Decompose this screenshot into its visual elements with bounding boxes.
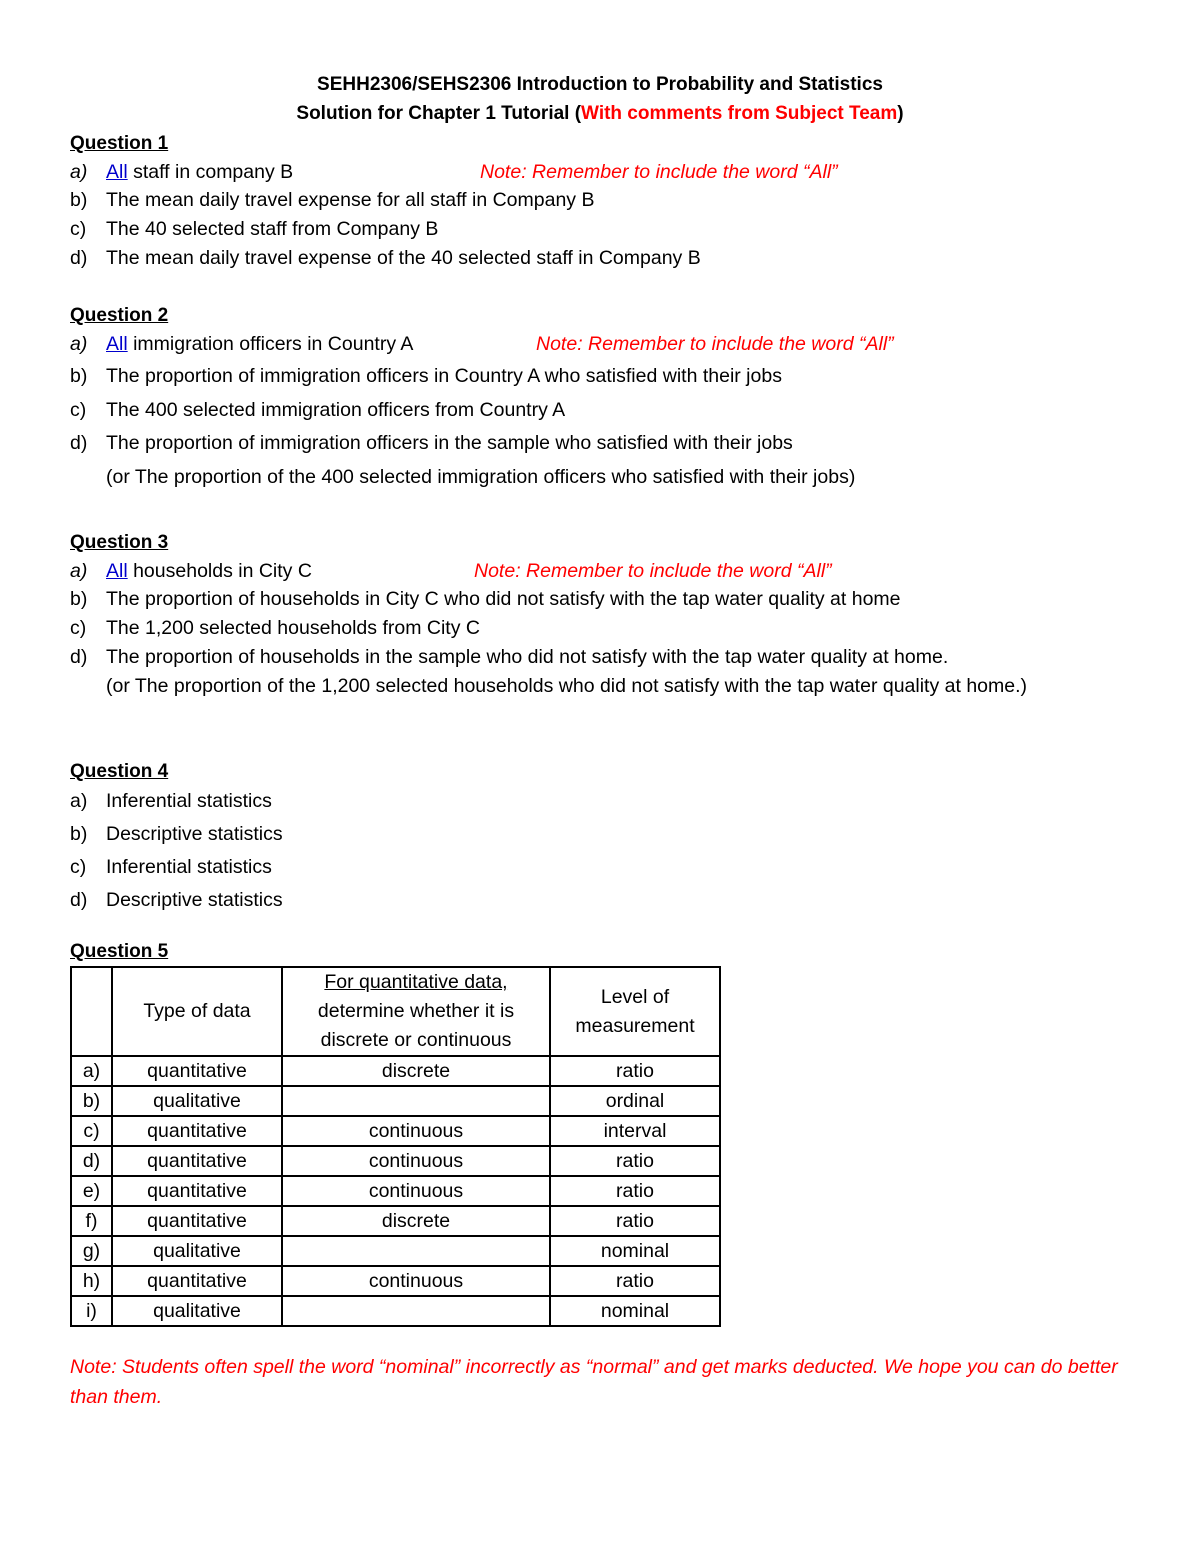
table-row <box>71 1176 720 1206</box>
q1-b-label: b) <box>70 189 88 211</box>
q1-c-text: The 40 selected staff from Company B <box>106 218 439 240</box>
q5-table <box>70 966 721 1327</box>
q5-header-row <box>71 967 720 1056</box>
q4-answer-d <box>70 889 283 912</box>
q5-row-level: ratio <box>550 1146 720 1176</box>
q4-a-label: a) <box>70 790 88 812</box>
q2-a-text: immigration officers in Country A <box>127 333 414 355</box>
q1-a-text: staff in company B <box>127 161 294 183</box>
q5-row-kind: continuous <box>282 1266 550 1296</box>
question-2-heading: Question 2 <box>70 305 169 326</box>
document-title: SEHH2306/SEHS2306 Introduction to Probability and Statistics <box>317 74 883 95</box>
q5-header-quant-underlined: For quantitative data, <box>324 971 508 993</box>
final-note: Note: Students often spell the word “nominal” incorrectly as “normal” and get marks deducted. We hope you can do better than them. <box>70 1356 1118 1408</box>
question-4-heading: Question 4 <box>70 761 169 782</box>
table-row <box>71 1266 720 1296</box>
q1-a-keyword: All <box>106 161 128 183</box>
q2-answer-d <box>70 432 793 455</box>
q3-c-label: c) <box>70 617 87 639</box>
q1-d-label: d) <box>70 247 88 269</box>
q1-a-label: a) <box>70 161 88 183</box>
q5-table-body <box>71 1056 720 1326</box>
q2-c-label: c) <box>70 399 87 421</box>
q5-row-level: ratio <box>550 1176 720 1206</box>
subtitle-prefix: Solution for Chapter 1 Tutorial ( <box>296 103 582 124</box>
q5-row-type: quantitative <box>112 1206 282 1236</box>
q5-row-label: a) <box>71 1056 112 1086</box>
q3-a-text: households in City C <box>127 560 312 582</box>
q2-b-text: The proportion of immigration officers in Country A who satisfied with their jobs <box>106 365 782 387</box>
q5-row-level: ordinal <box>550 1086 720 1116</box>
q5-row-type: quantitative <box>112 1146 282 1176</box>
q5-row-kind: continuous <box>282 1176 550 1206</box>
q5-header-label <box>71 967 112 1056</box>
q3-d-text: The proportion of households in the sample who did not satisfy with the tap water quality at home. <box>106 646 949 668</box>
table-row <box>71 1146 720 1176</box>
q4-d-text: Descriptive statistics <box>106 889 283 911</box>
q2-answer-c <box>70 399 565 422</box>
q5-row-type: quantitative <box>112 1056 282 1086</box>
q1-note: Note: Remember to include the word “All” <box>480 161 838 183</box>
q5-row-level: interval <box>550 1116 720 1146</box>
q5-row-label: h) <box>71 1266 112 1296</box>
q5-row-level: nominal <box>550 1236 720 1266</box>
q5-row-label: b) <box>71 1086 112 1116</box>
q2-note: Note: Remember to include the word “All” <box>536 333 894 355</box>
q1-answer-d <box>70 247 701 270</box>
q5-row-type: qualitative <box>112 1296 282 1326</box>
question-3-heading: Question 3 <box>70 532 169 553</box>
q5-row-level: ratio <box>550 1056 720 1086</box>
table-row <box>71 1296 720 1326</box>
q3-b-text: The proportion of households in City C who did not satisfy with the tap water quality at home <box>106 588 901 610</box>
q5-row-level: ratio <box>550 1206 720 1236</box>
q4-c-text: Inferential statistics <box>106 856 272 878</box>
q5-row-level: ratio <box>550 1266 720 1296</box>
q3-answer-c <box>70 617 480 640</box>
q1-answer-a <box>70 161 293 184</box>
q5-row-level: nominal <box>550 1296 720 1326</box>
q5-row-type: quantitative <box>112 1266 282 1296</box>
q5-header-type: Type of data <box>112 967 282 1056</box>
document-subtitle <box>0 103 1200 125</box>
q5-row-kind: continuous <box>282 1116 550 1146</box>
q4-c-label: c) <box>70 856 87 878</box>
question-1-heading: Question 1 <box>70 133 169 154</box>
q3-answer-d-alt: (or The proportion of the 1,200 selected households who did not satisfy with the tap water quality at home.) <box>106 675 1028 697</box>
q1-answer-c <box>70 218 438 241</box>
q5-header-level: Level of measurement <box>550 967 720 1056</box>
question-5-heading: Question 5 <box>70 941 169 962</box>
q2-a-keyword: All <box>106 333 128 355</box>
q5-row-type: qualitative <box>112 1236 282 1266</box>
q3-note: Note: Remember to include the word “All” <box>474 560 832 582</box>
q5-row-kind: discrete <box>282 1206 550 1236</box>
q4-d-label: d) <box>70 889 88 911</box>
q2-answer-a <box>70 333 413 356</box>
q4-answer-a <box>70 790 272 813</box>
q5-row-label: d) <box>71 1146 112 1176</box>
q4-answer-b <box>70 823 283 846</box>
q3-a-keyword: All <box>106 560 128 582</box>
q2-d-text: The proportion of immigration officers in the sample who satisfied with their jobs <box>106 432 793 454</box>
q5-row-kind <box>282 1236 550 1266</box>
q2-answer-d-alt: (or The proportion of the 400 selected immigration officers who satisfied with their jobs) <box>106 466 856 488</box>
q5-row-kind: discrete <box>282 1056 550 1086</box>
q4-b-label: b) <box>70 823 88 845</box>
q5-row-label: i) <box>71 1296 112 1326</box>
q1-d-text: The mean daily travel expense of the 40 selected staff in Company B <box>106 247 701 269</box>
q3-b-label: b) <box>70 588 88 610</box>
q1-c-label: c) <box>70 218 87 240</box>
q4-answer-c <box>70 856 272 879</box>
q3-answer-d <box>70 646 948 669</box>
q5-row-label: f) <box>71 1206 112 1236</box>
table-row <box>71 1206 720 1236</box>
q2-c-text: The 400 selected immigration officers from Country A <box>106 399 566 421</box>
table-row <box>71 1116 720 1146</box>
q5-header-quant-rest: determine whether it is discrete or continuous <box>317 1000 515 1051</box>
subtitle-suffix: ) <box>897 103 904 124</box>
q3-a-label: a) <box>70 560 88 582</box>
table-row <box>71 1236 720 1266</box>
q5-row-kind: continuous <box>282 1146 550 1176</box>
q3-d-label: d) <box>70 646 88 668</box>
q1-b-text: The mean daily travel expense for all staff in Company B <box>106 189 595 211</box>
q5-header-quant <box>282 967 550 1056</box>
q2-b-label: b) <box>70 365 88 387</box>
q5-row-type: qualitative <box>112 1086 282 1116</box>
table-row <box>71 1056 720 1086</box>
q5-row-label: g) <box>71 1236 112 1266</box>
q2-answer-b <box>70 365 782 388</box>
q3-answer-a <box>70 560 312 583</box>
q2-d-label: d) <box>70 432 88 454</box>
q5-row-kind <box>282 1296 550 1326</box>
q5-row-label: e) <box>71 1176 112 1206</box>
q5-row-label: c) <box>71 1116 112 1146</box>
table-row <box>71 1086 720 1116</box>
subtitle-comment: With comments from Subject Team <box>581 103 898 124</box>
q5-row-kind <box>282 1086 550 1116</box>
q3-answer-b <box>70 588 901 611</box>
q2-a-label: a) <box>70 333 88 355</box>
q4-a-text: Inferential statistics <box>106 790 272 812</box>
q5-row-type: quantitative <box>112 1116 282 1146</box>
q5-row-type: quantitative <box>112 1176 282 1206</box>
q3-c-text: The 1,200 selected households from City C <box>106 617 480 639</box>
q1-answer-b <box>70 189 594 212</box>
q4-b-text: Descriptive statistics <box>106 823 283 845</box>
